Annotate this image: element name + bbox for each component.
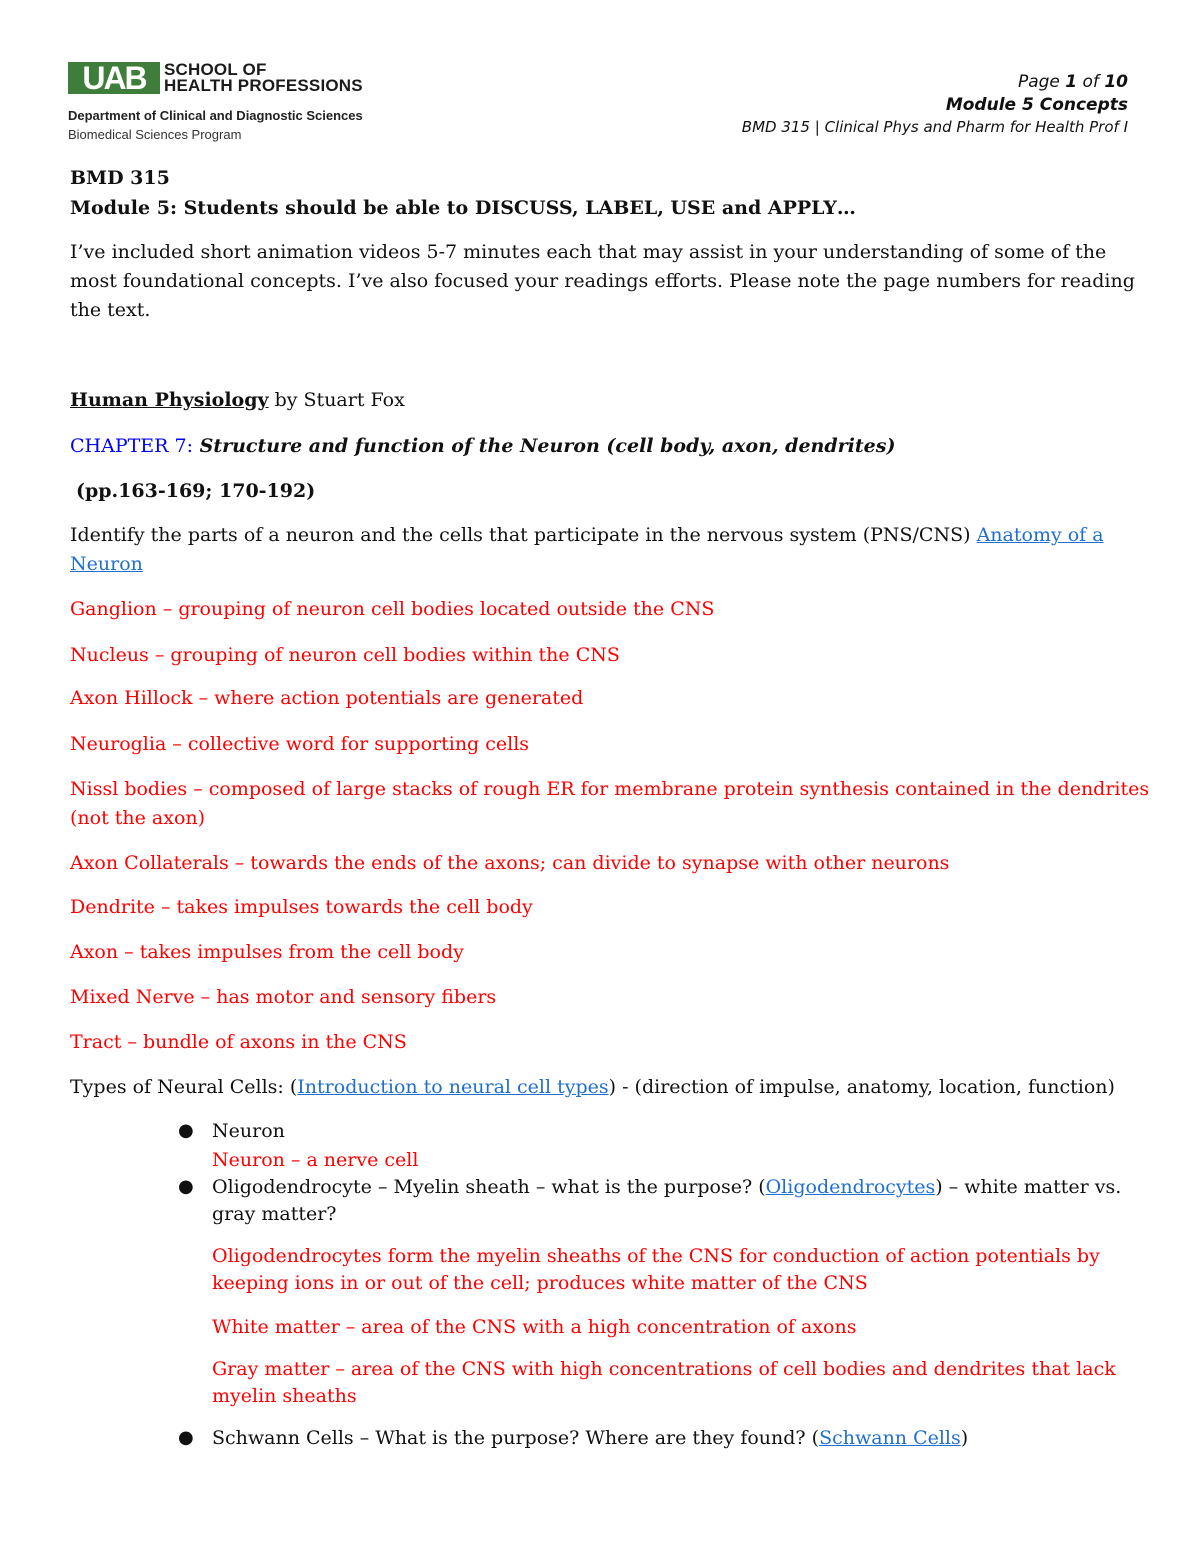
gray-matter-definition: Gray matter – area of the CNS with high concentrations of cell bodies and dendrites that lack (212, 1358, 1116, 1380)
bullet-icon: ● (178, 1427, 194, 1448)
svg-text:UAB: UAB (82, 62, 146, 94)
oligo-definition: Oligodendrocytes form the myelin sheaths of the CNS for conduction of action potentials by (212, 1245, 1100, 1267)
definition: Neuroglia – collective word for supporting cells (70, 733, 530, 755)
definition: (not the axon) (70, 807, 206, 829)
book-title: Human Physiology (70, 389, 269, 411)
anatomy-link[interactable]: Anatomy of a (976, 524, 1104, 546)
anatomy-link-cont[interactable]: Neuron (70, 553, 143, 575)
doc-subtitle: Module 5: Students should be able to DISCUSS, LABEL, USE and APPLY… (70, 197, 856, 219)
department-name: Department of Clinical and Diagnostic Sciences (68, 108, 363, 123)
identify-text: Identify the parts of a neuron and the cells that participate in the nervous system (PNS/CNS) Anatomy of a (70, 524, 1104, 546)
list-item: Schwann Cells – What is the purpose? Where are they found? (Schwann Cells) (212, 1427, 969, 1449)
page-number: Page 1 of 10 (1017, 72, 1128, 92)
definition: Axon Hillock – where action potentials are generated (70, 687, 584, 709)
list-item: Oligodendrocyte – Myelin sheath – what is the purpose? (Oligodendrocytes) – white matter vs. (212, 1176, 1122, 1198)
bullet-icon: ● (178, 1120, 194, 1141)
identify-text-cont (70, 550, 143, 578)
intro-line: I’ve included short animation videos 5-7 minutes each that may assist in your understanding of some of the (70, 241, 1107, 263)
definition: Axon – takes impulses from the cell body (70, 941, 464, 963)
gray-matter-definition: myelin sheaths (212, 1385, 357, 1407)
program-name: Biomedical Sciences Program (68, 127, 242, 142)
bullet-icon: ● (178, 1176, 194, 1197)
definition: Nissl bodies – composed of large stacks of rough ER for membrane protein synthesis contained in the dendrites (70, 778, 1150, 800)
definition: Nucleus – grouping of neuron cell bodies within the CNS (70, 644, 620, 666)
definition: Mixed Nerve – has motor and sensory fibers (70, 986, 497, 1008)
neural-cell-types-link[interactable]: Introduction to neural cell types (297, 1076, 609, 1098)
white-matter-definition: White matter – area of the CNS with a high concentration of axons (212, 1316, 857, 1338)
course-label: BMD 315 | Clinical Phys and Pharm for Health Prof I (741, 118, 1128, 136)
neuron-definition: Neuron – a nerve cell (212, 1149, 419, 1171)
definition: Axon Collaterals – towards the ends of the axons; can divide to synapse with other neurons (70, 852, 950, 874)
chapter-pages: (pp.163-169; 170-192) (76, 480, 316, 502)
types-heading: Types of Neural Cells: (Introduction to neural cell types) - (direction of impulse, anatomy, location, function) (70, 1076, 1115, 1098)
intro-line: most foundational concepts. I’ve also focused your readings efforts. Please note the page numbers for reading (70, 270, 1135, 292)
list-item: Neuron (212, 1120, 285, 1142)
definition: Dendrite – takes impulses towards the cell body (70, 896, 533, 918)
definition: Tract – bundle of axons in the CNS (70, 1031, 407, 1053)
schwann-cells-link[interactable]: Schwann Cells (819, 1427, 961, 1449)
doc-title: BMD 315 (70, 167, 170, 189)
chapter-heading: CHAPTER 7: Structure and function of the Neuron (cell body, axon, dendrites) (70, 435, 896, 457)
uab-logo (68, 62, 398, 148)
uab-logo-mark (68, 62, 160, 94)
book-reference: Human Physiology by Stuart Fox (70, 389, 405, 411)
list-item-cont: gray matter? (212, 1203, 337, 1225)
intro-line: the text. (70, 299, 151, 321)
school-name: SCHOOL OF HEALTH PROFESSIONS (164, 60, 363, 95)
module-label: Module 5 Concepts (945, 95, 1128, 115)
oligodendrocytes-link[interactable]: Oligodendrocytes (765, 1176, 936, 1198)
oligo-definition: keeping ions in or out of the cell; produces white matter of the CNS (212, 1272, 868, 1294)
definition: Ganglion – grouping of neuron cell bodies located outside the CNS (70, 598, 715, 620)
